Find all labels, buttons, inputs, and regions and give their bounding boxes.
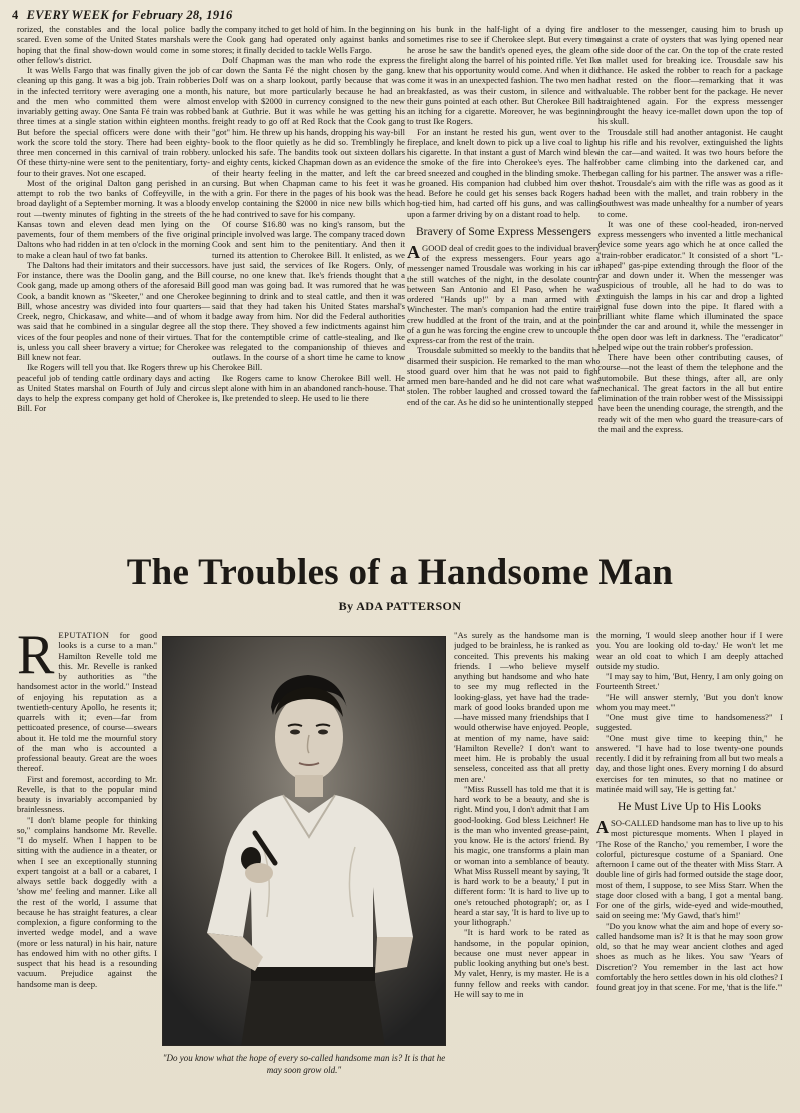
top-column-3	[407, 24, 600, 542]
paragraph	[17, 815, 157, 989]
drop-cap: A	[596, 817, 609, 837]
paragraph-text: "It is hard work to be rated as handsome, in the popular opinion, because one must never appear in public looking anything but one's best. My valet, Henry, is my master. He is a funny fellow and reeks with candor. He will say to me in	[454, 927, 589, 999]
paragraph-text: Dolf Chapman was the man who rode the express car down the Santa Fé the night chosen by the gang. Dolf was on a sharp lookout, partly because that was his nature, but more particularly because he had an envelop with $2000 in currency consigned to the new bank at Guthrie. But it was while he was getting his freight ready to go off at Red Rock that the Cook gang "got" him. He threw up his hands, dropping his way-bill book to the floor quietly as he did so. Tremblingly he unlocked his safe. The bandits took out sixteen dollars and eighty cents, kicked Chapman down as an evidence of their hearty feeling in the matter, and left the car cursing. But when Chapman came to his feet it was with a grin. For there in the pages of his book was the envelop containing the $2000 in nice new bills which he had contrived to save for his company.	[212, 54, 405, 219]
paragraph	[596, 733, 783, 795]
paragraph-text: Most of the original Dalton gang perished in an attempt to rob the two banks of Coffeyville, in the broad daylight of a September morning. It was a bloody rout —twenty minutes of fighting in the streets of the Kansas town and eleven dead men lying on the pavements, four of them members of the five original Daltons who had ridden in at ten o'clock in the morning to make a clean haul of two fat banks.	[17, 177, 210, 260]
paragraph	[17, 362, 210, 413]
paragraph	[454, 784, 589, 928]
paragraph-text: There have been other contributing causes, of course—not the least of them the telephone and the automobile. But these things, after all, are only mechanical. The great factors in the all but entire elimination of the train robber west of the Mississippi have been the unending courage, the strength, and the ready wit of the men who guard the treasure-cars of the mail and the express.	[598, 352, 783, 434]
paragraph	[17, 65, 210, 178]
portrait-photo	[162, 636, 446, 1046]
paragraph-text: "One must give time to keeping thin," he answered. "I have had to lose twenty-one pounds recently. I did it by refraining from all but two meals a day, and those light ones. Every morning I do absurd exercises for ten minutes, so that no matinee or matinée maid will say, 'He is getting fat.'	[596, 732, 783, 794]
paragraph-text: The Daltons had their imitators and their successors. For instance, there was the Doolin gang, and the Bill Cook gang, made up among others of the aforesaid Bill Cook, a bandit known as "Skeeter," and one Cherokee Bill, whose ancestry was divided into four quarters—Creek, negro, Chickasaw, and white—and of whom it was said that he combined in a singular degree all the vices of the four peoples and none of their virtues. That is, unless you call sheer bravery a virtue; for Cherokee Bill knew not fear.	[17, 259, 210, 362]
article-byline: By ADA PATTERSON	[338, 599, 462, 613]
article-headline: The Troubles of a Handsome Man	[126, 552, 674, 593]
section-subhead: He Must Live Up to His Looks	[617, 801, 762, 813]
running-title: EVERY WEEK for February 28, 1916	[26, 8, 233, 22]
paragraph	[17, 774, 157, 815]
photo-caption: "Do you know what the hope of every so-called handsome man is? It is that he may soon grow old."	[162, 1053, 446, 1075]
opening-word: EPUTATION	[58, 630, 110, 640]
paragraph	[596, 630, 783, 671]
top-column-4	[598, 24, 783, 542]
article-column-1	[17, 630, 157, 1100]
paragraph-text: "I don't blame people for thinking so," complains handsome Mr. Revelle. "I do myself. When I happen to be sitting with the audience in a theater, or when I see an exceptionally stunning expert tangoist at a ball or a cabaret, I always settle back doggedly with a 'show me' feeling and manner. Like all the rest of the world, I assume that because he has straight features, a clear complexion, a figure conforming to the inverted wedge model, and a wave (more or less natural) in his hair, nature has endowed him with no other gifts. I suspect that his head is a resounding vacuum. Prejudice against the handsome man is deep.	[17, 814, 157, 989]
paragraph-text: Trousdale submitted so meekly to the bandits that he disarmed their suspicion. He remarked to the man who stood guard over him that he was not paid to fight armed men bare-handed and he did not care what was stolen. The robber laughed and crossed toward the far end of the car. As he did so he unintentionally stepped	[407, 345, 600, 407]
top-column-2	[212, 24, 405, 542]
paragraph	[598, 219, 783, 352]
paragraph	[407, 24, 600, 127]
paragraph-text: for good looks is a curse to a man." Hamilton Revelle told me this. Mr. Revelle is ranked by authorities as "the handsomest actor in the world." Instead of enjoying his reputation as a twentieth-century Apollo, he resents it; quarrels with it; even—far from petticoated presence, of course—swears about it. He told me the mournful story of the man who is accounted a professional beauty. Great are the woes thereof.	[17, 630, 157, 774]
paragraph-text: Trousdale still had another antagonist. He caught up his rifle and his revolver, extinguished the lights in the car—and waited. It was two hours before the robber came climbing into the darkened car, and began calling for his partner. The answer was a rifle-shot. Trousdale's aim with the rifle was as good as it had been with the mallet, and train robbery in the Southwest was made unhealthy for a number of years to come.	[598, 126, 783, 219]
paragraph	[17, 24, 210, 65]
paragraph-text: It was one of these cool-headed, iron-nerved express messengers who invented a little mechanical device some years ago which he at once called the "train-robber eradicator." It consisted of a short "L-shaped" gas-pipe extending through the floor of the car and down under it. When the messenger was suspicious of trouble, all he had to do was to extinguish the lamps in his car and drop a lighted signal fuse down into the pipe. It flared with a brilliant white flame which illuminated the space under the car and around it, while the messenger in the open door was left in darkness. The "eradicator" helped wipe out the train robber's profession.	[598, 218, 783, 352]
paragraph-text: "One must give time to handsomeness?" I suggested.	[596, 712, 783, 733]
paragraph-text: For an instant he rested his gun, went over to the fireplace, and knelt down to pick up a live coal to light his cigarette. In that instant a gust of March wind blew the smoke of the fire into Cherokee's eyes. The half-breed sneezed and coughed in the blinding smoke. Then he groaned. His companion had clubbed him over the head. Before he could get his senses back Rogers had hog-tied him, had carted off his guns, and was calling upon a farmer driving by on a distant road to help.	[407, 126, 600, 219]
paragraph	[596, 671, 783, 692]
paragraph-text: the company itched to get hold of him. In the beginning the Cook gang had operated only against banks and stores; it finally decided to tackle Wells Fargo.	[212, 24, 405, 55]
paragraph	[212, 55, 405, 219]
paragraph-text: the morning, 'I would sleep another hour if I were you. You are looking old to-day.' He won't let me wear an old coat to which I am deeply attached outside my studio.	[596, 630, 783, 671]
paragraph-text: "Miss Russell has told me that it is hard work to be a beauty, and she is right. Mind you, I don't admit that I am good-looking. God bless Leichner! He is the man who invented grease-paint, you know. He is the actors' friend. By his magic, one transforms a plain man or woman into a semblance of beauty. What Miss Russell meant by saying, 'It is hard work to be a beauty,' I put in different form: 'It is hard to live up to one's retouched photograph'; or, as I heard a star say, 'It is hard to live up to your lithograph.'	[454, 783, 589, 927]
paragraph	[598, 352, 783, 434]
page-number: 4	[12, 8, 19, 22]
paragraph	[407, 127, 600, 219]
top-column-1	[17, 24, 210, 542]
paragraph	[454, 927, 589, 999]
paragraph	[212, 24, 405, 55]
paragraph-text: on his bunk in the half-light of a dying fire and sometimes rise to see if Cherokee slept. But every time he arose he saw the bandit's opened eyes, the gleam of the firelight along the barrel of his pointed rifle. Yet Ike knew that his opportunity would come. And when it did come it was in an unexpected fashion. The two men had breakfasted, as was their custom, in silence and with their guns pointed at each other. But Cherokee Bill had an itching for a cigarette. Moreover, he was beginning to trust Ike Rogers.	[407, 24, 600, 127]
paragraph	[17, 260, 210, 363]
paragraph	[596, 692, 783, 713]
paragraph	[596, 921, 783, 993]
article-column-4	[596, 630, 783, 1100]
paragraph-text: "I may say to him, 'But, Henry, I am only going on Fourteenth Street.'	[596, 671, 783, 692]
drop-cap: R	[17, 630, 55, 686]
paragraph-text: Ike Rogers came to know Cherokee Bill well. He slept alone with him in an abandoned ranch-house. That is, Ike pretended to sleep. He used to lie there	[212, 372, 405, 403]
paragraph	[454, 630, 589, 784]
section-subhead: Bravery of Some Express Messengers	[415, 225, 591, 238]
paragraph	[598, 127, 783, 219]
paragraph	[212, 219, 405, 373]
paragraph	[407, 243, 600, 346]
paragraph-text: SO-CALLED handsome man has to live up to his most picturesque moments. When I played in 'The Rose of the Rancho,' you remember, I wore the colorful, picturesque costume of a Spaniard. One afternoon I came out of the theater with Miss Starr. A double line of girls had formed outside the stage door, most of them, I suppose, to see Miss Starr. When the stage door closed with a bang, I got a mental bang. For one of the girls, wide-eyed and wide-mouthed, said on seeing me: 'My Gawd, that's him!'	[596, 818, 783, 921]
drop-cap: A	[407, 241, 420, 262]
paragraph-text: Ike Rogers will tell you that. Ike Rogers threw up his peaceful job of tending cattle ordinary days and acting as United States marshal on Fourth of July and circus days to help the express company get hold of Cherokee Bill. For	[17, 362, 210, 414]
paragraph	[598, 24, 783, 127]
paragraph-text: Of course $16.80 was no king's ransom, but the principle involved was large. The company traced down Cook and sent him to the penitentiary. And then it turned its attention to Cherokee Bill. It enlisted, as we have just said, the services of Ike Rogers. Only, of course, no one knew that. Ike's friends thought that a good man was going bad. It was rumored that he was beginning to drink and to steal cattle, and then it was said that they had taken his United States marshal's badge away from him. Nor did the Federal authorities stop there. They shoved a few indictments against him for the contemptible crime of cattle-stealing, and Ike was relegated to the companionship of thieves and outlaws. In the course of a short time he came to know Cherokee Bill.	[212, 218, 405, 373]
paragraph	[407, 345, 600, 407]
paragraph-text: rorized, the constables and the local police badly scared. Even some of the United States marshals were hoping that the final show-down would come in some other fellow's district.	[17, 24, 210, 65]
paragraph	[17, 630, 157, 774]
paragraph	[212, 373, 405, 404]
paragraph-text: First and foremost, according to Mr. Revelle, is that to the popular mind beauty is invariably accompanied by brainlessness.	[17, 773, 157, 815]
paragraph-text: GOOD deal of credit goes to the individual bravery of the express messengers. Four years ago a messenger named Trousdale was working in his car in the still watches of the night, in the desolate country between San Antonio and El Paso, when he was ordered "Hands up!" by a man armed with a Winchester. The man's companion had the entire train crew huddled at the front of the train, and at the point of a gun he was forcing the engine crew to uncouple the express-car from the rest of the train.	[407, 242, 600, 345]
paragraph-text: It was Wells Fargo that was finally given the job of cleaning up this gang. It was a big job. Train robberies in the infected territory were averaging one a month, and the men who committed them were almost invariably getting away. One Santa Fé train was robbed three times at a single station within eighteen months. But before the special officers were done with their work the score told the story. There had been eighty-three men concerned in this carnival of train robbery. Of these thirty-nine were sent to the penitentiary, forty-four to their graves. Not one escaped.	[17, 65, 210, 178]
paragraph-text: "As surely as the handsome man is judged to be brainless, he is ranked as conceited. This prevents his making friends. I —who believe myself anything but handsome and who hate to see my mug reflected in the looking-glass, yet have had the trade-mark of good looks branded upon me—have missed many friendships that I would otherwise have enjoyed. People, at mention of my name, have said: 'Hamilton Revelle? I don't want to meet him. He is probably the usual senseless, conceited ass that all pretty men are.'	[454, 630, 589, 784]
paragraph-text: "He will answer sternly, 'But you don't know whom you may meet.'"	[596, 691, 783, 712]
paragraph	[596, 818, 783, 921]
paragraph	[596, 712, 783, 733]
portrait-illustration	[163, 637, 446, 1046]
paragraph-text: closer to the messenger, causing him to brush up against a crate of oysters that was lying opened near the side door of the car. On the top of the crate rested a mallet used for breaking ice. Trousdale saw his chance. He asked the robber to reach for a package that rested on the floor—remarking that it was valuable. The robber bent for the package. He never straightened again. For the express messenger brought the heavy ice-mallet down upon the top of his skull.	[598, 24, 783, 127]
paragraph	[17, 178, 210, 260]
article-column-3	[454, 630, 589, 1100]
paragraph-text: "Do you know what the aim and hope of every so-called handsome man is? It is that he may soon grow old, so that he may wear ancient clothes and aged shoes as much as he likes. You saw 'Years of Discretion'? You remember in the last act how comfortably the hero settles down in his old clothes? I found great joy in that scene. For me, 'that is the life.'"	[596, 920, 783, 992]
